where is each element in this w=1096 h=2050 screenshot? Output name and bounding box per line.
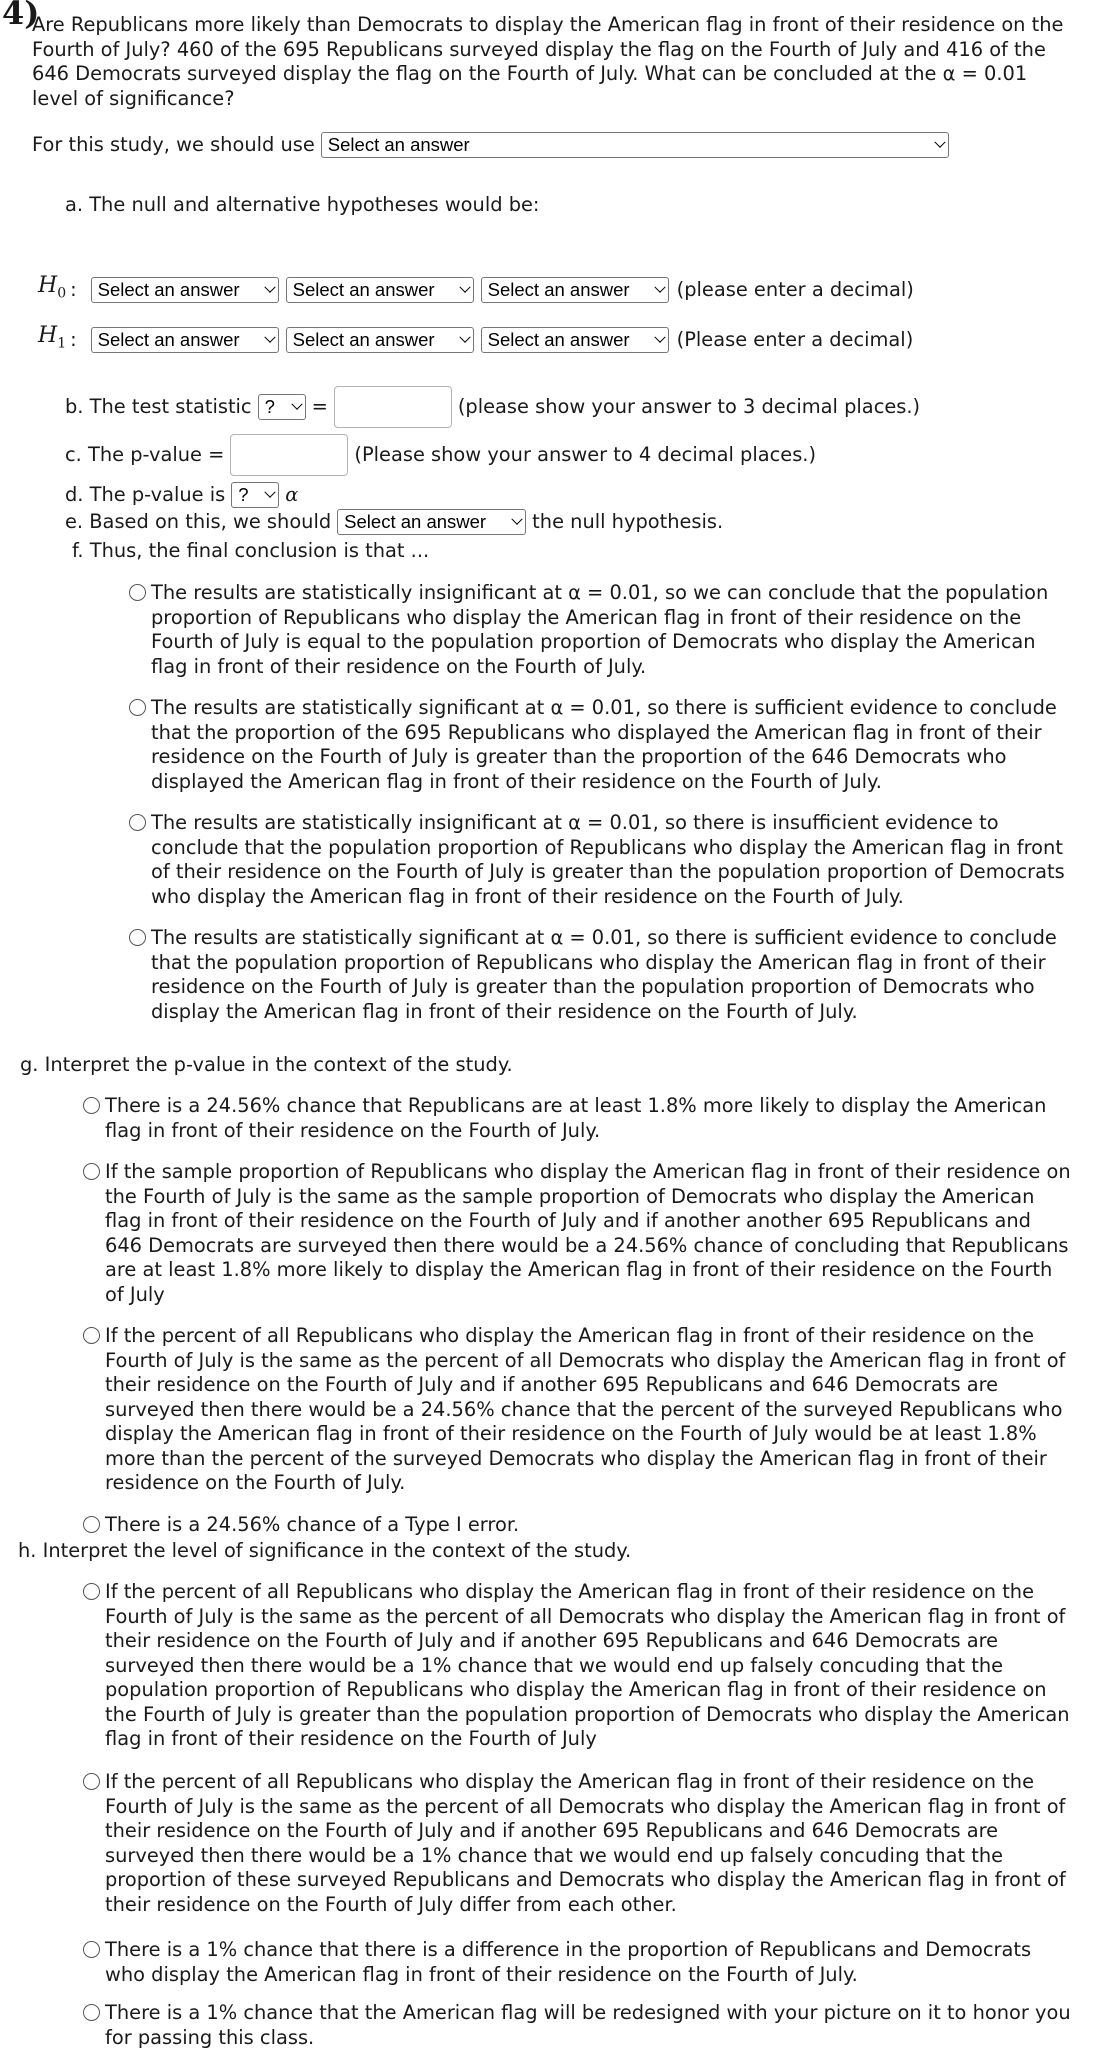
radio-button[interactable]: [83, 1941, 100, 1958]
chevron-down-icon: [459, 281, 470, 292]
study-type-select[interactable]: [321, 132, 949, 158]
study-prefix: For this study, we should use: [32, 132, 315, 156]
h0-colon: :: [70, 277, 77, 301]
h1-symbol: $H_1$: [38, 323, 67, 352]
h1-relation-select-value: Select an answer: [292, 328, 435, 350]
study-type-select-value: Select an answer: [327, 133, 470, 155]
chevron-down-icon: [264, 281, 275, 292]
p-value-interpretation-option[interactable]: [83, 1160, 1073, 1307]
radio-button[interactable]: [83, 1327, 100, 1344]
part-d-row: [65, 482, 298, 508]
h1-value-select[interactable]: [481, 327, 669, 353]
part-g-label: g. Interpret the p-value in the context of the study.: [20, 1053, 513, 1076]
test-statistic-input[interactable]: [334, 386, 452, 428]
part-e-suffix: the null hypothesis.: [532, 509, 724, 533]
conclusion-option[interactable]: [129, 811, 1073, 909]
p-value-input[interactable]: [230, 434, 348, 476]
radio-button[interactable]: [83, 1097, 100, 1114]
decision-select-value: Select an answer: [344, 510, 487, 532]
h0-relation-select-value: Select an answer: [292, 278, 435, 300]
radio-button[interactable]: [129, 929, 146, 946]
significance-interpretation-text: If the percent of all Republicans who display the American flag in front of their residence on the Fourth of July is the same as the percent of all Democrats who display the American flag in front of their residence on the Fourth of July and if another 695 Republicans and 646 Democrats are surveyed then there would be a 1% chance that we would end up falsely concuding that the population proportion of Republicans who display the American flag in front of their residence on the Fourth of July is greater than the population proportion of Democrats who display the American flag in front of their residence on the Fourth of July: [105, 1580, 1070, 1750]
part-b-hint: (please show your answer to 3 decimal places.): [457, 394, 921, 418]
chevron-down-icon: [459, 331, 470, 342]
h0-hint: (please enter a decimal): [676, 277, 914, 301]
conclusion-option-text: The results are statistically significant at α = 0.01, so there is sufficient evidence to conclude that the population proportion of Republicans who display the American flag in front of their residence on the Fourth of July is greater than the population proportion of Democrats who display the American flag in front of their residence on the Fourth of July.: [151, 926, 1057, 1023]
p-value-compare-select-value: ?: [238, 483, 249, 505]
question-text: Are Republicans more likely than Democrats to display the American flag in front of their residence on the Fourth of July? 460 of the 695 Republicans surveyed display the flag on the Fourth of July and 416 of the 646 Democrats surveyed display the flag on the Fourth of July. What can be concluded at the α = 0.01 level of significance?: [32, 13, 1064, 110]
chevron-down-icon: [654, 281, 665, 292]
conclusion-option[interactable]: [129, 581, 1073, 679]
significance-interpretation-option[interactable]: [83, 1580, 1073, 1752]
radio-button[interactable]: [83, 2004, 100, 2021]
significance-interpretation-text: There is a 1% chance that the American flag will be redesigned with your picture on it to honor you for passing this class.: [105, 2001, 1071, 2049]
radio-button[interactable]: [129, 699, 146, 716]
significance-interpretation-option[interactable]: [83, 2001, 1073, 2050]
part-e-row: [65, 509, 723, 535]
p-value-interpretation-text: If the percent of all Republicans who display the American flag in front of their residence on the Fourth of July is the same as the percent of all Democrats who display the American flag in front of their residence on the Fourth of July and if another 695 Republicans and 646 Democrats are surveyed then there would be a 24.56% chance that the percent of the surveyed Republicans who display the American flag in front of their residence on the Fourth of July would be at least 1.8% more than the percent of the surveyed Democrats who display the American flag in front of their residence on the Fourth of July.: [105, 1324, 1066, 1494]
h1-colon: :: [70, 327, 77, 351]
h1-hint: (Please enter a decimal): [676, 327, 914, 351]
h0-symbol: $H_0$: [38, 273, 67, 302]
chevron-down-icon: [934, 137, 945, 148]
part-b-row: [65, 386, 920, 428]
p-value-interpretation-text: There is a 24.56% chance of a Type I error.: [105, 1513, 520, 1536]
part-h-label: h. Interpret the level of significance in the context of the study.: [18, 1539, 632, 1562]
part-c-row: [65, 434, 816, 476]
part-c-hint: (Please show your answer to 4 decimal places.): [354, 442, 817, 466]
p-value-interpretation-text: There is a 24.56% chance that Republicans are at least 1.8% more likely to display the American flag in front of their residence on the Fourth of July.: [105, 1094, 1047, 1142]
conclusion-option-text: The results are statistically significant at α = 0.01, so there is sufficient evidence to conclude that the proportion of the 695 Republicans who displayed the American flag in front of their residence on the Fourth of July is greater than the proportion of the 646 Democrats who displayed the American flag in front of their residence on the Fourth of July.: [151, 696, 1057, 793]
radio-button[interactable]: [83, 1163, 100, 1180]
p-value-interpretation-option[interactable]: [83, 1094, 1073, 1143]
conclusion-option[interactable]: [129, 696, 1073, 794]
significance-interpretation-option[interactable]: [83, 1938, 1073, 1987]
radio-button[interactable]: [129, 814, 146, 831]
h0-value-select[interactable]: [481, 277, 669, 303]
chevron-down-icon: [654, 331, 665, 342]
part-e-label: e. Based on this, we should: [65, 509, 332, 533]
h1-value-select-value: Select an answer: [487, 328, 630, 350]
chevron-down-icon: [264, 331, 275, 342]
h1-relation-select[interactable]: [286, 327, 474, 353]
chevron-down-icon: [291, 399, 302, 410]
decision-select[interactable]: [337, 509, 526, 535]
test-statistic-select-value: ?: [264, 395, 275, 417]
p-value-interpretation-option[interactable]: [83, 1324, 1073, 1496]
p-value-compare-select[interactable]: [231, 482, 279, 508]
radio-button[interactable]: [129, 584, 146, 601]
h0-parameter-select[interactable]: [91, 277, 279, 303]
alpha-symbol: α: [285, 482, 299, 506]
part-a-label: a. The null and alternative hypotheses would be:: [65, 193, 540, 216]
test-statistic-select[interactable]: [258, 394, 306, 420]
part-c-label: c. The p-value =: [65, 442, 225, 466]
h1-parameter-select[interactable]: [91, 327, 279, 353]
part-d-label: d. The p-value is: [65, 482, 226, 506]
question-number: 4): [2, 0, 40, 32]
p-value-interpretation-text: If the sample proportion of Republicans who display the American flag in front of their residence on the Fourth of July is the same as the sample proportion of Democrats who display the American flag in front of their residence on the Fourth of July and if another another 695 Republicans and 646 Democrats are surveyed then there would be a 24.56% chance of concluding that Republicans are at least 1.8% more likely to display the American flag in front of their residence on the Fourth of July: [105, 1160, 1071, 1306]
h0-parameter-select-value: Select an answer: [97, 278, 240, 300]
significance-interpretation-text: If the percent of all Republicans who display the American flag in front of their residence on the Fourth of July is the same as the percent of all Democrats who display the American flag in front of their residence on the Fourth of July and if another 695 Republicans and 646 Democrats are surveyed then there would be a 1% chance that we would end up falsely concuding that the proportion of these surveyed Republicans and Democrats who display the American flag in front of their residence on the Fourth of July differ from each other.: [105, 1770, 1066, 1916]
radio-button[interactable]: [83, 1516, 100, 1533]
p-value-interpretation-option[interactable]: [83, 1513, 1073, 1538]
equals-sign: =: [311, 394, 328, 418]
h0-row: [38, 274, 914, 306]
significance-interpretation-text: There is a 1% chance that there is a difference in the proportion of Republicans and Democrats who display the American flag in front of their residence on the Fourth of July.: [105, 1938, 1032, 1986]
study-row: [32, 132, 949, 158]
radio-button[interactable]: [83, 1773, 100, 1790]
chevron-down-icon: [265, 487, 276, 498]
conclusion-option-text: The results are statistically insignificant at α = 0.01, so there is insufficient evidence to conclude that the population proportion of Republicans who display the American flag in front of their residence on the Fourth of July is greater than the population proportion of Democrats who display the American flag in front of their residence on the Fourth of July.: [151, 811, 1065, 908]
part-b-label: b. The test statistic: [65, 394, 252, 418]
radio-button[interactable]: [83, 1583, 100, 1600]
part-f-label: f. Thus, the final conclusion is that ...: [72, 539, 430, 562]
h0-value-select-value: Select an answer: [487, 278, 630, 300]
chevron-down-icon: [512, 514, 523, 525]
h0-relation-select[interactable]: [286, 277, 474, 303]
conclusion-option-text: The results are statistically insignificant at α = 0.01, so we can conclude that the population proportion of Republicans who display the American flag in front of their residence on the Fourth of July is equal to the population proportion of Democrats who display the American flag in front of their residence on the Fourth of July.: [151, 581, 1049, 678]
h1-row: [38, 324, 913, 356]
h1-parameter-select-value: Select an answer: [97, 328, 240, 350]
significance-interpretation-option[interactable]: [83, 1770, 1073, 1917]
conclusion-option[interactable]: [129, 926, 1073, 1024]
